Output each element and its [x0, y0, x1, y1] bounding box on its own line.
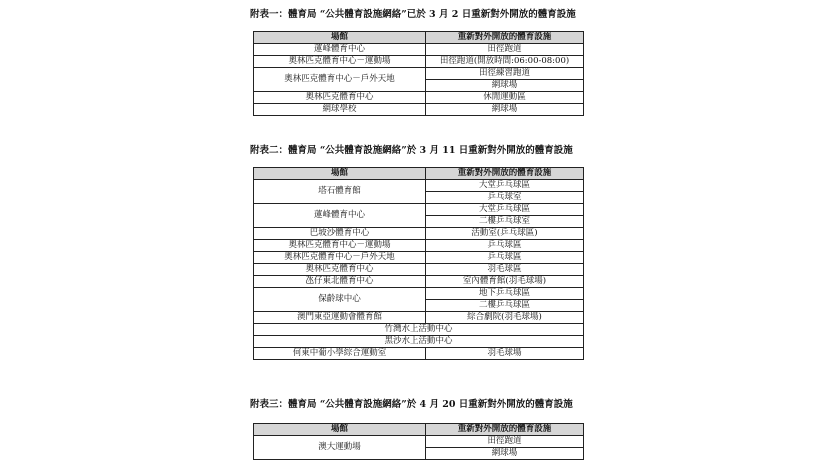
venue-cell: 氹仔東北體育中心	[254, 276, 426, 288]
facility-cell: 羽毛球場	[426, 348, 584, 360]
table3	[253, 423, 584, 460]
table-row	[254, 436, 584, 448]
table2-caption-text: 體育局 “公共體育設施網絡”於 3 月 11 日重新對外開放的體育設施	[288, 145, 573, 156]
table3-caption	[250, 399, 573, 411]
table2-caption-prefix: 附表二：	[250, 145, 289, 156]
table-row	[254, 92, 584, 104]
table1-caption-text: 體育局 “公共體育設施網絡”已於 3 月 2 日重新對外開放的體育設施	[288, 9, 576, 20]
facility-cell: 羽毛球區	[426, 264, 584, 276]
table-row	[254, 44, 584, 56]
table-row	[254, 276, 584, 288]
venue-cell: 奧林匹克體育中心－戶外天地	[254, 252, 426, 264]
venue-cell: 黑沙水上活動中心	[254, 336, 584, 348]
facility-cell: 二樓乒乓球區	[426, 300, 584, 312]
venue-cell: 奧林匹克體育中心	[254, 264, 426, 276]
header-venue: 場館	[254, 424, 426, 436]
header-facility: 重新對外開放的體育設施	[426, 168, 584, 180]
header-venue: 場館	[254, 32, 426, 44]
table-row	[254, 312, 584, 324]
table-row	[254, 264, 584, 276]
table-row	[254, 180, 584, 192]
venue-cell: 澳門東亞運動會體育館	[254, 312, 426, 324]
table1-caption-prefix: 附表一：	[250, 9, 289, 20]
facility-cell: 大堂乒乓球區	[426, 204, 584, 216]
facility-cell: 地下乒乓球區	[426, 288, 584, 300]
venue-cell: 蓮峰體育中心	[254, 204, 426, 228]
table-row	[254, 104, 584, 116]
table-row	[254, 228, 584, 240]
facility-cell: 網球場	[426, 448, 584, 460]
venue-cell: 竹灣水上活動中心	[254, 324, 584, 336]
venue-cell: 奧林匹克體育中心	[254, 92, 426, 104]
table3-caption-prefix: 附表三：	[250, 399, 289, 410]
table-row	[254, 348, 584, 360]
facility-cell: 二樓乒乓球室	[426, 216, 584, 228]
facility-cell: 田徑跑道	[426, 436, 584, 448]
table-row	[254, 240, 584, 252]
venue-cell: 網球學校	[254, 104, 426, 116]
venue-cell: 奧林匹克體育中心－運動場	[254, 240, 426, 252]
facility-cell: 乒乓球區	[426, 240, 584, 252]
venue-cell: 澳大運動場	[254, 436, 426, 460]
venue-cell: 何東中葡小學綜合運動室	[254, 348, 426, 360]
header-venue: 場館	[254, 168, 426, 180]
table-row	[254, 204, 584, 216]
table-header	[254, 424, 584, 436]
facility-cell: 田徑跑道	[426, 44, 584, 56]
table-header	[254, 168, 584, 180]
table2	[253, 167, 584, 360]
venue-cell: 塔石體育館	[254, 180, 426, 204]
facility-cell: 網球場	[426, 80, 584, 92]
table1	[253, 31, 584, 116]
table2-caption	[250, 145, 573, 157]
venue-cell: 奧林匹克體育中心－戶外天地	[254, 68, 426, 92]
facility-cell: 綜合劇院(羽毛球場)	[426, 312, 584, 324]
venue-cell: 巴坡沙體育中心	[254, 228, 426, 240]
table-row	[254, 336, 584, 348]
venue-cell: 蓮峰體育中心	[254, 44, 426, 56]
table-row	[254, 56, 584, 68]
facility-cell: 網球場	[426, 104, 584, 116]
facility-cell: 田徑跑道(開放時間:06:00-08:00)	[426, 56, 584, 68]
table-header	[254, 32, 584, 44]
table1-caption	[250, 9, 576, 21]
facility-cell: 室內體育館(羽毛球場)	[426, 276, 584, 288]
facility-cell: 活動室(乒乓球區)	[426, 228, 584, 240]
venue-cell: 保齡球中心	[254, 288, 426, 312]
header-facility: 重新對外開放的體育設施	[426, 424, 584, 436]
facility-cell: 乒乓球室	[426, 192, 584, 204]
table-row	[254, 252, 584, 264]
facility-cell: 田徑練習跑道	[426, 68, 584, 80]
table-row	[254, 288, 584, 300]
venue-cell: 奧林匹克體育中心－運動場	[254, 56, 426, 68]
facility-cell: 大堂乒乓球區	[426, 180, 584, 192]
table-row	[254, 324, 584, 336]
table3-caption-text: 體育局 “公共體育設施網絡”於 4 月 20 日重新對外開放的體育設施	[288, 399, 573, 410]
facility-cell: 休閒運動區	[426, 92, 584, 104]
table-row	[254, 68, 584, 80]
facility-cell: 乒乓球區	[426, 252, 584, 264]
header-facility: 重新對外開放的體育設施	[426, 32, 584, 44]
